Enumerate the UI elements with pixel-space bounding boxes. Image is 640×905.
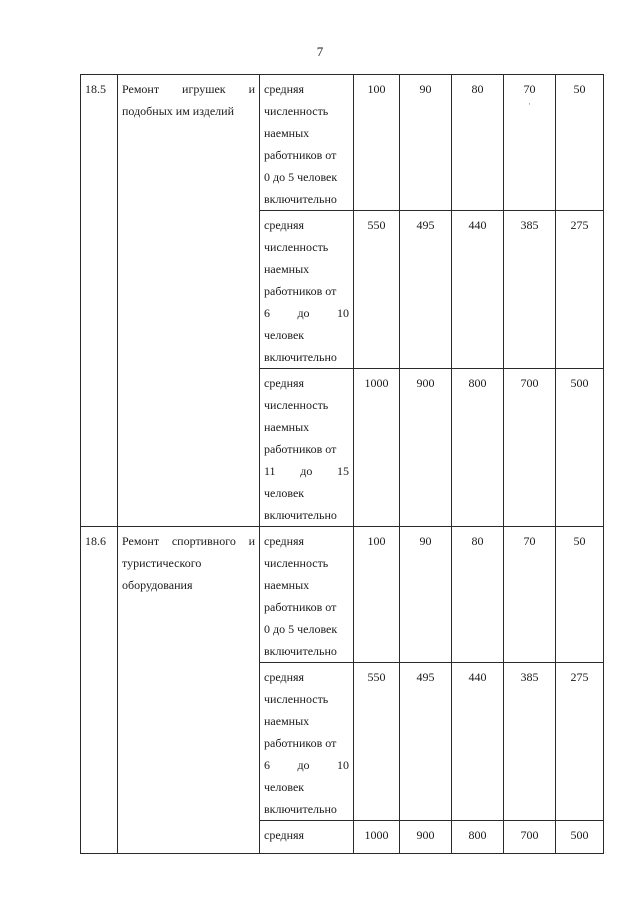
value-text: 90: [419, 534, 432, 548]
criteria-line: средняя: [264, 670, 305, 684]
value-text: 80: [471, 82, 484, 96]
value-text: 800: [468, 376, 487, 390]
criteria-line: включительно: [264, 350, 337, 364]
criteria-line: средняя: [264, 82, 305, 96]
criteria-line: наемных: [264, 262, 310, 276]
criteria-line: численность: [264, 398, 329, 412]
value-cell: [504, 663, 556, 821]
value-text: 275: [570, 670, 589, 684]
criteria-line: работников от: [264, 600, 337, 614]
value-cell: [400, 211, 452, 369]
criteria-line: средняя: [264, 218, 305, 232]
value-cell: [504, 527, 556, 663]
criteria-line: наемных: [264, 420, 310, 434]
value-text: 1000: [364, 828, 389, 842]
value-cell: [400, 821, 452, 854]
value-text: 700: [520, 828, 539, 842]
criteria-cell: [260, 211, 354, 369]
value-text: 275: [570, 218, 589, 232]
criteria-cell: [260, 821, 354, 854]
table-row: [81, 527, 604, 663]
value-cell: [556, 527, 604, 663]
value-text: 550: [367, 670, 386, 684]
value-cell: [452, 369, 504, 527]
item-number: 18.5: [81, 75, 118, 527]
activity-name: Ремонт игрушек и подобных им изделий: [118, 75, 260, 527]
criteria-cell: [260, 369, 354, 527]
criteria-line: численность: [264, 692, 329, 706]
value-text: 80: [471, 534, 484, 548]
value-cell: [556, 75, 604, 211]
criteria-line: включительно: [264, 644, 337, 658]
criteria-line: 11 до 15: [264, 464, 349, 478]
value-text: 500: [570, 376, 589, 390]
criteria-line: средняя: [264, 376, 305, 390]
value-cell: [504, 211, 556, 369]
criteria-line: работников от: [264, 148, 337, 162]
value-cell: [556, 211, 604, 369]
value-text: 700: [520, 376, 539, 390]
value-text: 100: [367, 534, 386, 548]
value-cell: [400, 663, 452, 821]
criteria-line: наемных: [264, 126, 310, 140]
value-text: 900: [416, 376, 435, 390]
value-text: 550: [367, 218, 386, 232]
criteria-line: включительно: [264, 508, 337, 522]
value-cell: [452, 821, 504, 854]
criteria-line: 6 до 10: [264, 306, 349, 320]
value-text: 70: [523, 534, 536, 548]
value-cell: [354, 527, 400, 663]
criteria-cell: [260, 663, 354, 821]
page-number: 7: [316, 44, 324, 59]
value-cell: [556, 663, 604, 821]
value-cell: [400, 369, 452, 527]
criteria-line: работников от: [264, 442, 337, 456]
value-cell: [504, 75, 556, 211]
criteria-line: наемных: [264, 714, 310, 728]
criteria-line: средняя: [264, 828, 305, 842]
value-text: 385: [520, 218, 539, 232]
value-cell: [354, 211, 400, 369]
criteria-line: человек: [264, 780, 305, 794]
value-text: 1000: [364, 376, 389, 390]
value-text: 500: [570, 828, 589, 842]
scan-dot-mark: ·: [528, 99, 531, 109]
criteria-line: 6 до 10: [264, 758, 349, 772]
table-body: [81, 75, 604, 854]
criteria-cell: [260, 527, 354, 663]
value-cell: [556, 821, 604, 854]
value-cell: [354, 75, 400, 211]
criteria-line: работников от: [264, 284, 337, 298]
criteria-line: численность: [264, 240, 329, 254]
value-cell: [452, 211, 504, 369]
value-text: 50: [573, 534, 586, 548]
value-text: 800: [468, 828, 487, 842]
value-text: 100: [367, 82, 386, 96]
value-cell: [354, 369, 400, 527]
value-text: 440: [468, 218, 487, 232]
value-text: 495: [416, 218, 435, 232]
value-cell: [556, 369, 604, 527]
value-cell: [452, 663, 504, 821]
value-text: 385: [520, 670, 539, 684]
value-cell: [504, 369, 556, 527]
value-text: 90: [419, 82, 432, 96]
table-row: [81, 75, 604, 211]
criteria-line: численность: [264, 556, 329, 570]
criteria-line: 0 до 5 человек: [264, 170, 338, 184]
criteria-line: 0 до 5 человек: [264, 622, 338, 636]
value-text: 50: [573, 82, 586, 96]
criteria-line: средняя: [264, 534, 305, 548]
criteria-line: включительно: [264, 192, 337, 206]
value-cell: [452, 75, 504, 211]
criteria-line: численность: [264, 104, 329, 118]
value-cell: [400, 75, 452, 211]
value-text: 440: [468, 670, 487, 684]
criteria-line: наемных: [264, 578, 310, 592]
value-text: 495: [416, 670, 435, 684]
criteria-line: человек: [264, 486, 305, 500]
value-cell: [504, 821, 556, 854]
activity-name: Ремонт спортивного и туристического оборудования: [118, 527, 260, 854]
criteria-line: человек: [264, 328, 305, 342]
value-text: 900: [416, 828, 435, 842]
value-text: 70: [523, 82, 536, 96]
value-cell: [354, 663, 400, 821]
tariff-table: [80, 74, 604, 854]
criteria-line: включительно: [264, 802, 337, 816]
criteria-line: работников от: [264, 736, 337, 750]
value-cell: [400, 527, 452, 663]
item-number: 18.6: [81, 527, 118, 854]
value-cell: [452, 527, 504, 663]
criteria-cell: [260, 75, 354, 211]
value-cell: [354, 821, 400, 854]
